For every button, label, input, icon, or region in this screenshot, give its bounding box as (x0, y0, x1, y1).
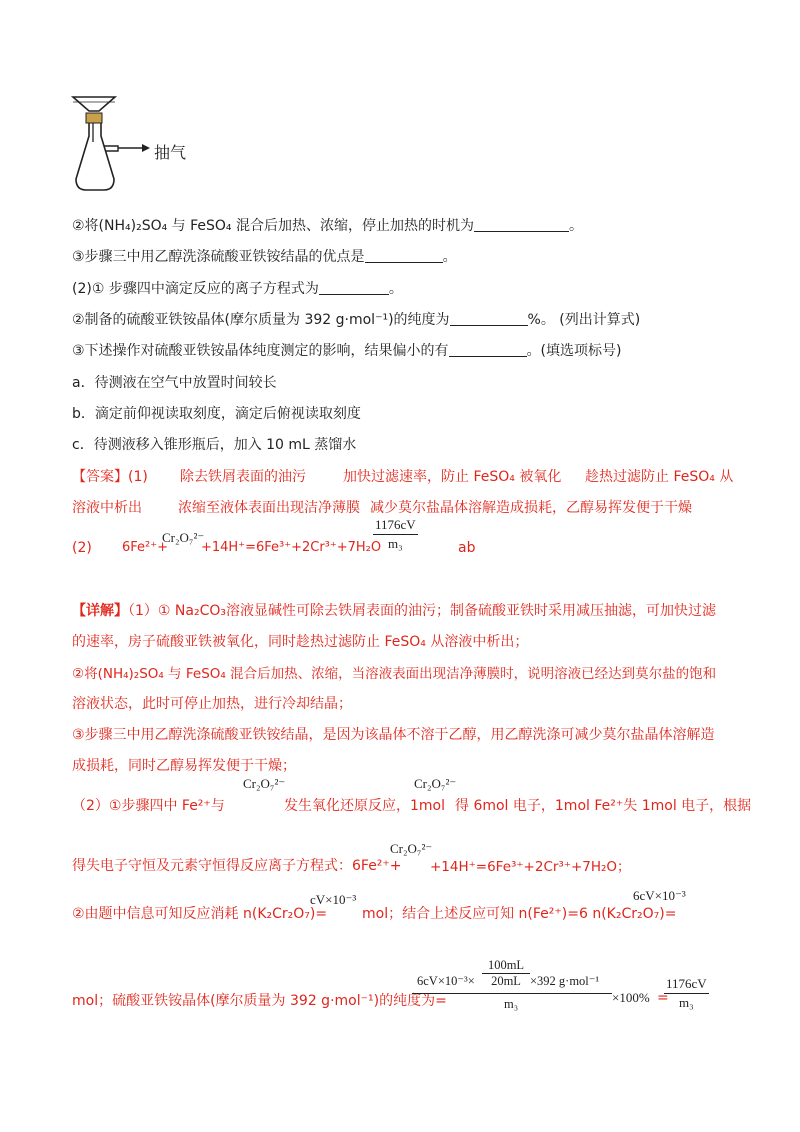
detail-line-9b: mol；结合上述反应可知 n(Fe²⁺)=6 n(K₂Cr₂O₇)= (362, 906, 677, 922)
answer-blank (449, 342, 527, 357)
detail-line-10: mol；硫酸亚铁铵晶体(摩尔质量为 392 g·mol⁻¹)的纯度为= (72, 993, 447, 1009)
question-1-3: ③步骤三中用乙醇洗涤硫酸亚铁铵结晶的优点是 。 (72, 249, 457, 265)
answer-choice: ab (458, 540, 476, 556)
answer-blank (365, 248, 443, 263)
detail-line-2: 的速率，房子硫酸亚铁被氧化，同时趁热过滤防止 FeSO₄ 从溶液中析出； (72, 634, 529, 650)
answer-1-1: 除去铁屑表面的油污 (180, 469, 306, 485)
answer-1-4: 浓缩至液体表面出现洁净薄膜 (178, 500, 360, 516)
detail-line-4: 溶液状态，此时可停止加热，进行冷却结晶； (72, 696, 352, 712)
detail-line-5: ③步骤三中用乙醇洗涤硫酸亚铁铵结晶，是因为该晶体不溶于乙醇，用乙醇洗涤可减少莫尔盐晶体溶解造 (72, 727, 715, 743)
answer-1-2: 加快过滤速率，防止 FeSO₄ 被氧化 (343, 469, 562, 485)
answer-1-3: 趁热过滤防止 FeSO₄ 从 (585, 469, 734, 485)
answer-blank (474, 217, 569, 232)
question-2-1: (2)① 步骤四中滴定反应的离子方程式为 。 (72, 281, 403, 297)
inner-fraction: 100mL 20mL (482, 958, 530, 989)
answer-2-tag: (2) (72, 540, 92, 556)
question-1-2: ②将(NH₄)₂SO₄ 与 FeSO₄ 混合后加热、浓缩，停止加热的时机为 。 (72, 218, 583, 234)
detail-line-6: 成损耗，同时乙醇易挥发便于干燥； (72, 758, 296, 774)
equals-sign: = (657, 990, 669, 1006)
question-2-2: ②制备的硫酸亚铁铵晶体(摩尔质量为 392 g·mol⁻¹)的纯度为 %。 (列出计算式) (72, 312, 641, 328)
result-fraction: 1176cV m₃ (666, 976, 707, 1010)
answer-eq-right: +14H⁺=6Fe³⁺+2Cr³⁺+7H₂O (201, 540, 382, 555)
dichromate-ion: Cr₂O₇²⁻ (414, 776, 457, 791)
question-2-3: ③下述操作对硫酸亚铁铵晶体纯度测定的影响，结果偏小的有 。(填选项标号) (72, 343, 622, 359)
answer-1-3-cont: 溶液中析出 (72, 500, 142, 516)
detail-line-3: ②将(NH₄)₂SO₄ 与 FeSO₄ 混合后加热、浓缩，当溶液表面出现洁净薄膜时，说明溶液已经达到莫尔盐的饱和 (72, 666, 717, 682)
suction-label: 抽气 (154, 143, 187, 162)
option-b: b．滴定前仰视读取刻度，滴定后俯视读取刻度 (72, 406, 361, 422)
detail-line-8b: +14H⁺=6Fe³⁺+2Cr³⁺+7H₂O； (430, 859, 631, 875)
option-c: c．待测液移入锥形瓶后，加入 10 mL 蒸馏水 (72, 437, 357, 453)
purity-fraction: 6cV×10⁻³× 100mL 20mL ×392 g·mol⁻¹ m₃ (412, 958, 612, 1018)
expr-cv: cV×10⁻³ (310, 892, 357, 907)
dichromate-ion: Cr₂O₇²⁻ (390, 841, 433, 856)
detail-line-1: 【详解】（1）① Na₂CO₃溶液显碱性可除去铁屑表面的油污；制备硫酸亚铁时采用减压抽滤，可加快过滤 (72, 603, 716, 619)
expr-6cv: 6cV×10⁻³ (633, 888, 686, 903)
answer-1-5: 减少莫尔盐晶体溶解造成损耗，乙醇易挥发便于干燥 (370, 500, 692, 516)
detail-line-7a: （2）①步骤四中 Fe²⁺与 (72, 798, 225, 814)
detail-line-8a: 得失电子守恒及元素守恒得反应离子方程式：6Fe²⁺+ (72, 858, 402, 874)
suction-filter-apparatus (70, 94, 160, 194)
option-a: a．待测液在空气中放置时间较长 (72, 375, 277, 391)
detail-line-9a: ②由题中信息可知反应消耗 n(K₂Cr₂O₇)= (72, 906, 328, 922)
dichromate-ion: Cr₂O₇²⁻ (162, 530, 205, 545)
answer-fraction: 1176cV m₃ (375, 517, 416, 551)
dichromate-ion: Cr₂O₇²⁻ (243, 776, 286, 791)
answer-blank (450, 311, 528, 326)
answer-tag: 【答案】(1) (72, 469, 148, 485)
detail-line-7c: 得 6mol 电子，1mol Fe²⁺失 1mol 电子，根据 (455, 798, 752, 814)
times-100-percent: ×100% (612, 990, 650, 1005)
detail-line-7b: 发生氧化还原反应，1mol (284, 798, 445, 814)
answer-blank (319, 280, 389, 295)
answer-eq-left: 6Fe²⁺+ (122, 540, 169, 555)
